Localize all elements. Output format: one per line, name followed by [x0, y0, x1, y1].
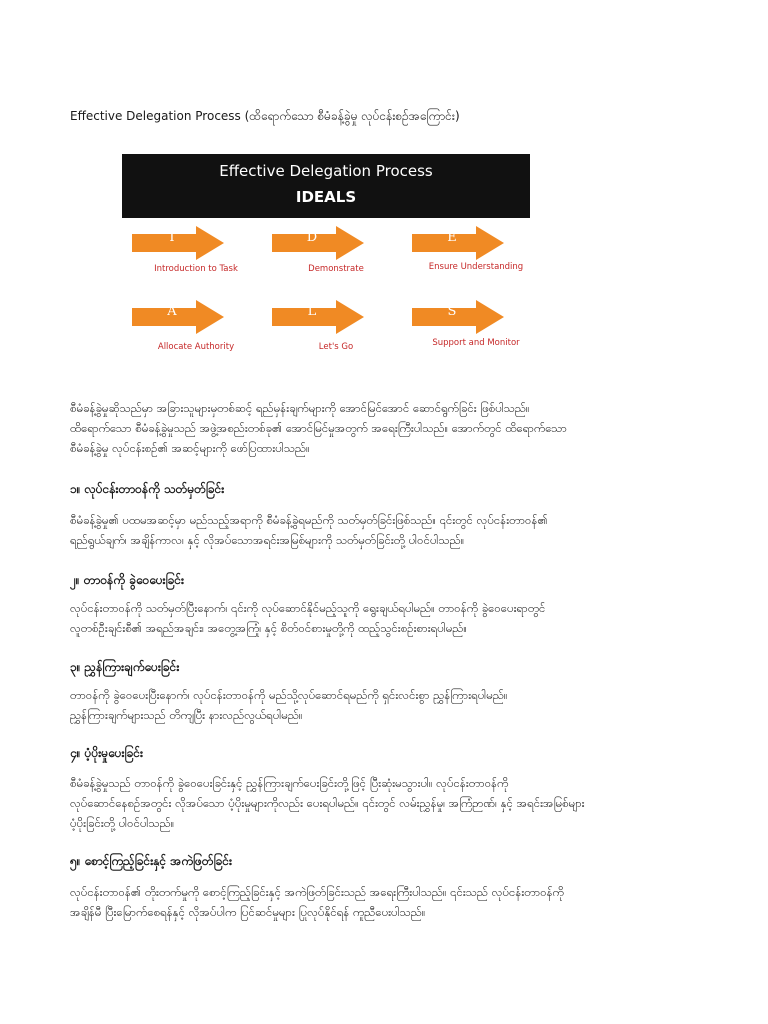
section-body-1 — [70, 510, 720, 550]
step-s — [412, 300, 540, 370]
step-letter: D — [306, 230, 318, 245]
section-heading-4: ၄။ ပံ့ပိုးမှုပေးခြင်း — [70, 746, 144, 760]
step-caption: Ensure Understanding — [428, 262, 524, 272]
step-caption: Demonstrate — [308, 264, 364, 274]
figure-title: Effective Delegation Process — [219, 162, 433, 180]
body-line: လုပ်ငန်းတာဝန်၏ တိုးတက်မှုကို စောင့်ကြည့်ခြင်းနှင့် အကဲဖြတ်ခြင်းသည် အရေးကြီးပါသည်။ ၎င်းသည် လုပ်ငန်းတာဝန်ကို — [70, 885, 564, 899]
body-line: ညွှန်ကြားချက်များသည် တိကျပြီး နားလည်လွယ်ရပါမည်။ — [70, 708, 303, 722]
body-line: စီမံခန့်ခွဲမှုသည် တာဝန်ကို ခွဲဝေပေးခြင်းနှင့် ညွှန်ကြားချက်ပေးခြင်းတို့ဖြင့် ပြီးဆုံးမသွားပါ။ လုပ်ငန်းတာဝန်ကို — [70, 776, 509, 790]
figure-header — [122, 154, 530, 218]
step-caption: Introduction to Task — [154, 264, 238, 274]
body-line: ရည်ရွယ်ချက်၊ အချိန်ကာလ၊ နှင့် လိုအပ်သောအရင်းအမြစ်များကို သတ်မှတ်ခြင်းတို့ ပါဝင်ပါသည်။ — [70, 533, 465, 547]
step-caption: Allocate Authority — [157, 342, 235, 352]
step-l — [272, 300, 400, 370]
step-caption: Let's Go — [318, 342, 354, 352]
section-body-5 — [70, 882, 720, 922]
body-line: စီမံခန့်ခွဲမှု၏ ပထမအဆင့်မှာ မည်သည့်အရာကို စီမံခန့်ခွဲရမည်ကို သတ်မှတ်ခြင်းဖြစ်သည်။ ၎င်းတွင် လုပ်ငန်းတာဝန်၏ — [70, 513, 548, 527]
body-line: တာဝန်ကို ခွဲဝေပေးပြီးနောက်၊ လုပ်ငန်းတာဝန်ကို မည်သို့လုပ်ဆောင်ရမည်ကို ရှင်းလင်းစွာ ညွှန်ကြားရပါမည်။ — [70, 688, 508, 702]
step-a — [132, 300, 260, 370]
figure-acronym: IDEALS — [295, 188, 357, 206]
step-letter: E — [447, 230, 457, 245]
section-heading-2: ၂။ တာဝန်ကို ခွဲဝေပေးခြင်း — [70, 573, 185, 587]
section-heading-3: ၃။ ညွှန်ကြားချက်ပေးခြင်း — [70, 660, 180, 674]
step-caption: Support and Monitor — [432, 338, 520, 348]
section-body-2 — [70, 598, 720, 638]
body-line: လူတစ်ဦးချင်းစီ၏ အရည်အချင်း၊ အတွေ့အကြုံ၊ နှင့် စိတ်ဝင်စားမှုတို့ကို ထည့်သွင်းစဉ်းစားရပါမည်။ — [70, 621, 467, 635]
ideals-figure — [122, 154, 530, 372]
step-letter: I — [169, 230, 175, 245]
intro-paragraph — [70, 398, 720, 458]
step-e — [412, 226, 540, 296]
section-heading-1: ၁။ လုပ်ငန်းတာဝန်ကို သတ်မှတ်ခြင်း — [70, 482, 225, 496]
section-body-3 — [70, 685, 720, 725]
intro-line: စီမံခန့်ခွဲမှုဆိုသည်မှာ အခြားသူများမှတစ်ဆင့် ရည်မှန်းချက်များကို အောင်မြင်အောင် ဆောင်ရွက်ခြင်း ဖြစ်ပါသည်။ — [70, 401, 530, 415]
body-line: လုပ်ဆောင်နေစဉ်အတွင်း လိုအပ်သော ပံ့ပိုးမှုများကိုလည်း ပေးရပါမည်။ ၎င်းတွင် လမ်းညွှန်မှု၊ အကြံဉာဏ်၊ နှင့် အရင်းအမြစ်များ — [70, 796, 585, 810]
step-letter: S — [447, 304, 457, 319]
intro-line: စီမံခန့်ခွဲမှု လုပ်ငန်းစဉ်၏ အဆင့်များကို ဖော်ပြထားပါသည်။ — [70, 441, 310, 455]
step-letter: L — [307, 304, 317, 319]
document-title: Effective Delegation Process (ထိရောက်သော စီမံခန့်ခွဲမှု လုပ်ငန်းစဉ်အကြောင်း) — [70, 109, 460, 123]
body-line: ပံ့ပိုးခြင်းတို့ ပါဝင်ပါသည်။ — [70, 816, 175, 830]
step-i — [132, 226, 260, 296]
body-line: လုပ်ငန်းတာဝန်ကို သတ်မှတ်ပြီးနောက်၊ ၎င်းကို လုပ်ဆောင်နိုင်မည့်သူကို ရွေးချယ်ရပါမည်။ တာဝန်ကို ခွဲဝေပေးရာတွင် — [70, 601, 546, 615]
step-letter: A — [167, 304, 177, 319]
step-d — [272, 226, 400, 296]
section-body-4 — [70, 773, 720, 833]
body-line: အချိန်မီ ပြီးမြောက်စေရန်နှင့် လိုအပ်ပါက ပြင်ဆင်မှုများ ပြုလုပ်နိုင်ရန် ကူညီပေးပါသည်။ — [70, 905, 426, 919]
intro-line: ထိရောက်သော စီမံခန့်ခွဲမှုသည် အဖွဲ့အစည်းတစ်ခု၏ အောင်မြင်မှုအတွက် အရေးကြီးပါသည်။ အောက်တွင် ထိရောက်သော — [70, 421, 567, 435]
section-heading-5: ၅။ စောင့်ကြည့်ခြင်းနှင့် အကဲဖြတ်ခြင်း — [70, 854, 233, 868]
